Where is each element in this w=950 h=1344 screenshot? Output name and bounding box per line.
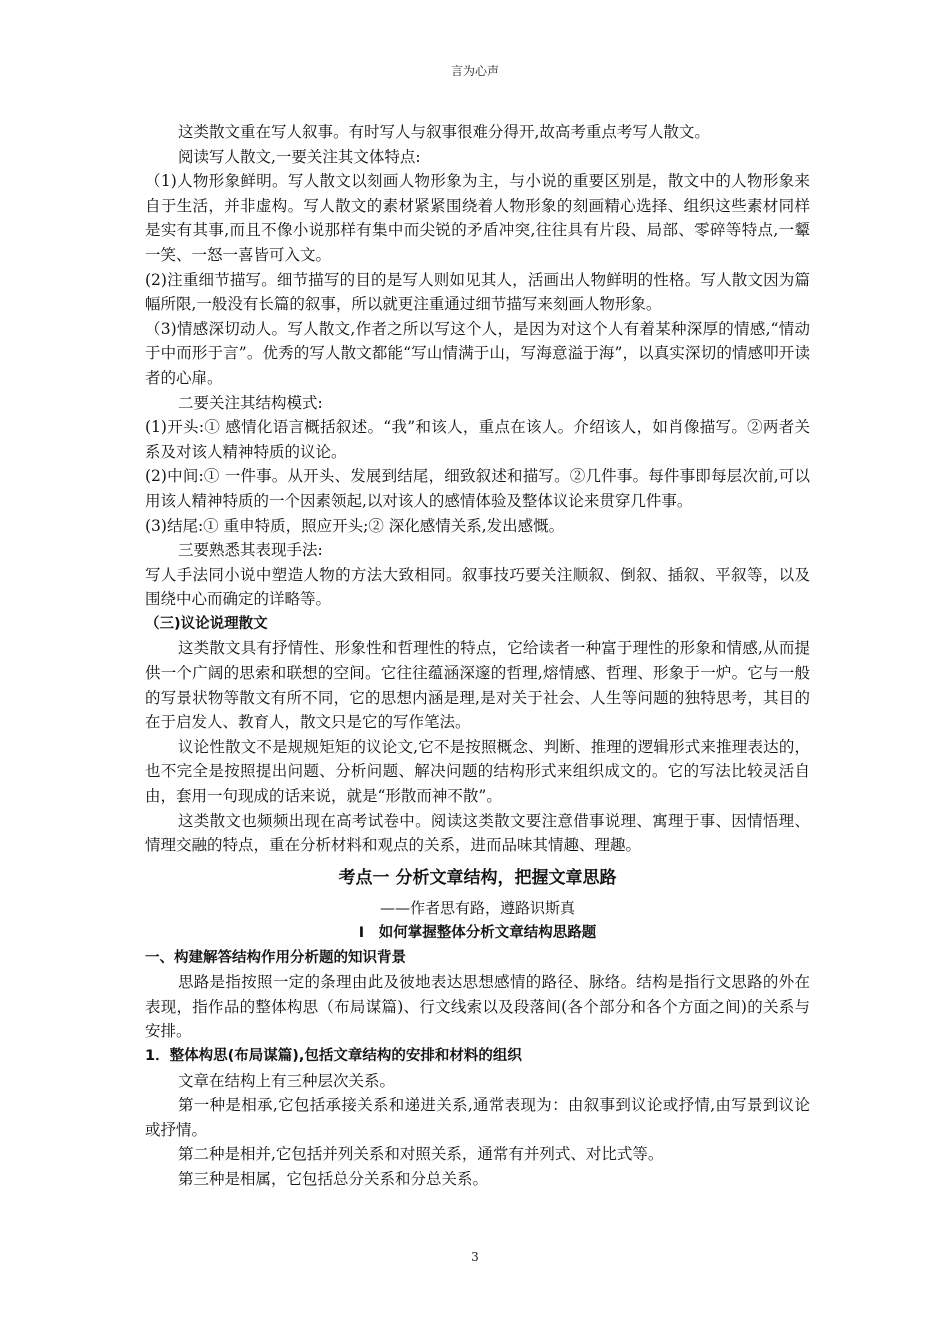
page-number: 3 (471, 1250, 479, 1264)
paragraph: 思路是指按照一定的条理由此及彼地表达思想感情的路径、脉络。结构是指行文思路的外在表现，指作品的整体构思（布局谋篇)、行文线索以及段落间(各个部分和各个方面之间)的关系与安排。 (145, 973, 810, 1041)
paragraph: (1)开头:① 感情化语言概括叙述。“我”和该人，重点在该人。介绍该人，如肖像描写。②两者关系及对该人精神特质的议论。 (145, 418, 810, 461)
section-heading: （三)议论说理散文 (145, 615, 268, 632)
paragraph: 这类散文重在写人叙事。有时写人与叙事很难分得开,故高考重点考写人散文。 (178, 123, 710, 141)
paragraph: 二要关注其结构模式: (178, 393, 323, 412)
paragraph: 这类散文具有抒情性、形象性和哲理性的特点，它给读者一种富于理性的形象和情感,从而提供一个广阔的思索和联想的空间。它往往蕴涵深邃的哲理,熔情感、哲理、形象于一炉。它与一般的写景状物等散文有所不同，它的思想内涵是理,是对关于社会、人生等问题的独特思考，其目的在于启发人、教育人，散文只是它的写作笔法。 (145, 639, 810, 732)
chapter-subtitle: ——作者思有路，遵路识斯真 (379, 899, 575, 918)
paragraph: 第三种是相属，它包括总分关系和分总关系。 (178, 1169, 489, 1188)
page-header: 言为心声 (450, 64, 499, 78)
paragraph: （3)情感深切动人。写人散文,作者之所以写这个人，是因为对这个人有着某种深厚的情感,“情动于中而形于言”。优秀的写人散文都能“写山情满于山，写海意溢于海”，以真实深切的情感叩开读者的心扉。 (145, 319, 810, 387)
paragraph: 议论性散文不是规规矩矩的议论文,它不是按照概念、判断、推理的逻辑形式来推理表达的，也不完全是按照提出问题、分析问题、解决问题的结构形式来组织成文的。它的写法比较灵活自由，套用一句现成的话来说，就是“形散而神不散”。 (145, 737, 810, 806)
paragraph: 这类散文也频频出现在高考试卷中。阅读这类散文要注意借事说理、寓理于事、因情悟理、情理交融的特点，重在分析材料和观点的关系，进而品味其情趣、理趣。 (145, 811, 810, 855)
section-heading: 1．整体构思(布局谋篇),包括文章结构的安排和材料的组织 (145, 1047, 522, 1064)
section-heading: 一、构建解答结构作用分析题的知识背景 (145, 949, 406, 966)
paragraph: (2)注重细节描写。细节描写的目的是写人则如见其人，活画出人物鲜明的性格。写人散文因为篇幅所限,一般没有长篇的叙事，所以就更注重通过细节描写来刻画人物形象。 (145, 270, 810, 314)
paragraph: (2)中间:① 一件事。从开头、发展到结尾，细致叙述和描写。②几件事。每件事即每层次前,可以用该人精神特质的一个因素领起,以对该人的感情体验及整体议论来贯穿几件事。 (145, 467, 810, 510)
paragraph: 阅读写人散文,一要关注其文体特点: (178, 147, 421, 166)
document-body (145, 120, 810, 1192)
chapter-title: 考点一 分析文章结构，把握文章思路 (338, 867, 617, 888)
paragraph: 第一种是相承,它包括承接关系和递进关系,通常表现为：由叙事到议论或抒情,由写景到议论或抒情。 (145, 1096, 810, 1139)
paragraph: 三要熟悉其表现手法: (178, 541, 323, 560)
paragraph: 第二种是相并,它包括并列关系和对照关系，通常有并列式、对比式等。 (178, 1145, 664, 1164)
paragraph: 写人手法同小说中塑造人物的方法大致相同。叙事技巧要关注顺叙、倒叙、插叙、平叙等，以及围绕中心而确定的详略等。 (145, 565, 810, 609)
subsection-title: Ⅰ 如何掌握整体分析文章结构思路题 (358, 925, 597, 941)
paragraph: （1)人物形象鲜明。写人散文以刻画人物形象为主，与小说的重要区别是，散文中的人物形象来自于生活，并非虚构。写人散文的素材紧紧围绕着人物形象的刻画精心选择、组织这些素材同样是实有其事,而且不像小说那样有集中而尖锐的矛盾冲突,往往具有片段、局部、零碎等特点,一颦一笑、一怒一喜皆可入文。 (145, 172, 810, 264)
paragraph: 文章在结构上有三种层次关系。 (178, 1071, 396, 1090)
paragraph: (3)结尾:① 重申特质，照应开头;② 深化感情关系,发出感慨。 (145, 516, 565, 535)
